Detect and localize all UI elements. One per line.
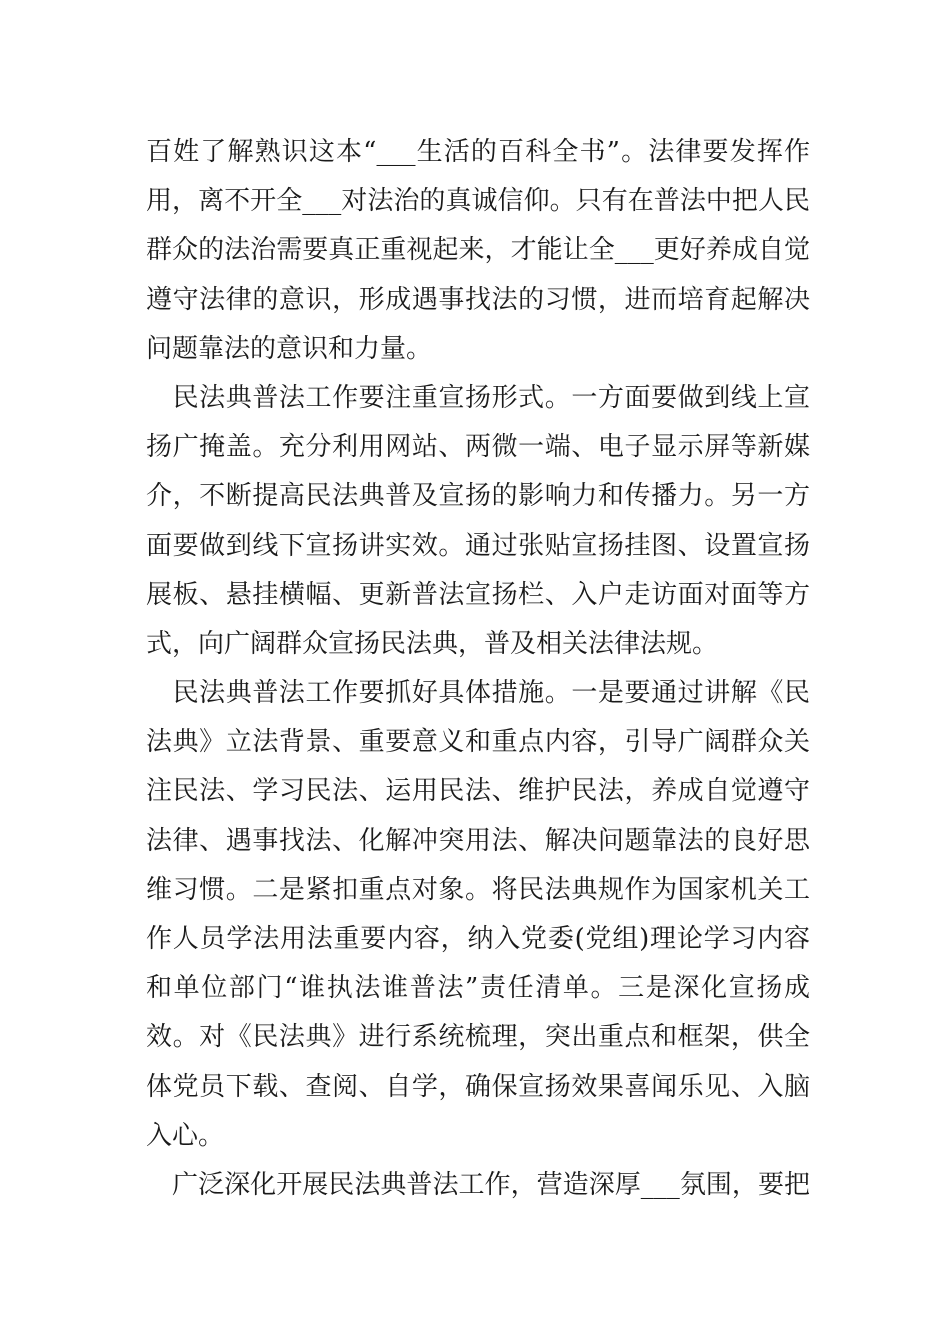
text-line: 群众的法治需要真正重视起来，才能让全___更好养成自觉 [146,235,810,266]
text-line: 遵守法律的意识，形成遇事找法的习惯，进而培育起解决 [146,284,810,315]
text-line: 法典》立法背景、重要意义和重点内容，引导广阔群众关 [146,727,810,758]
text-line: 式，向广阔群众宣扬民法典，普及相关法律法规。 [146,628,719,659]
text-line: 和单位部门“谁执法谁普法”责任清单。三是深化宣扬成 [146,973,810,1004]
text-line: 维习惯。二是紧扣重点对象。将民法典规作为国家机关工 [146,874,810,905]
text-line: 民法典普法工作要注重宣扬形式。一方面要做到线上宣 [146,382,810,413]
text-line: 问题靠法的意识和力量。 [146,333,433,364]
text-line: 法律、遇事找法、化解冲突用法、解决问题靠法的良好思 [146,825,810,856]
text-line: 入心。 [146,1120,225,1151]
text-line: 效。对《民法典》进行系统梳理，突出重点和框架，供全 [146,1022,810,1053]
body-text [146,128,810,1210]
text-line: 注民法、学习民法、运用民法、维护民法，养成自觉遵守 [146,776,810,807]
text-line: 面要做到线下宣扬讲实效。通过张贴宣扬挂图、设置宣扬 [146,530,810,561]
text-line: 介，不断提高民法典普及宣扬的影响力和传播力。另一方 [146,481,810,512]
text-line: 广泛深化开展民法典普法工作，营造深厚___氛围，要把 [146,1169,810,1200]
text-line: 展板、悬挂横幅、更新普法宣扬栏、入户走访面对面等方 [146,579,810,610]
text-line: 百姓了解熟识这本“___生活的百科全书”。法律要发挥作 [146,137,810,167]
text-line: 体党员下载、查阅、自学，确保宣扬效果喜闻乐见、入脑 [146,1071,810,1102]
text-line: 扬广掩盖。充分利用网站、两微一端、电子显示屏等新媒 [146,432,810,463]
text-line: 民法典普法工作要抓好具体措施。一是要通过讲解《民 [146,678,810,709]
text-line: 作人员学法用法重要内容，纳入党委(党组)理论学习内容 [146,924,810,954]
text-line: 用，离不开全___对法治的真诚信仰。只有在普法中把人民 [146,186,810,217]
